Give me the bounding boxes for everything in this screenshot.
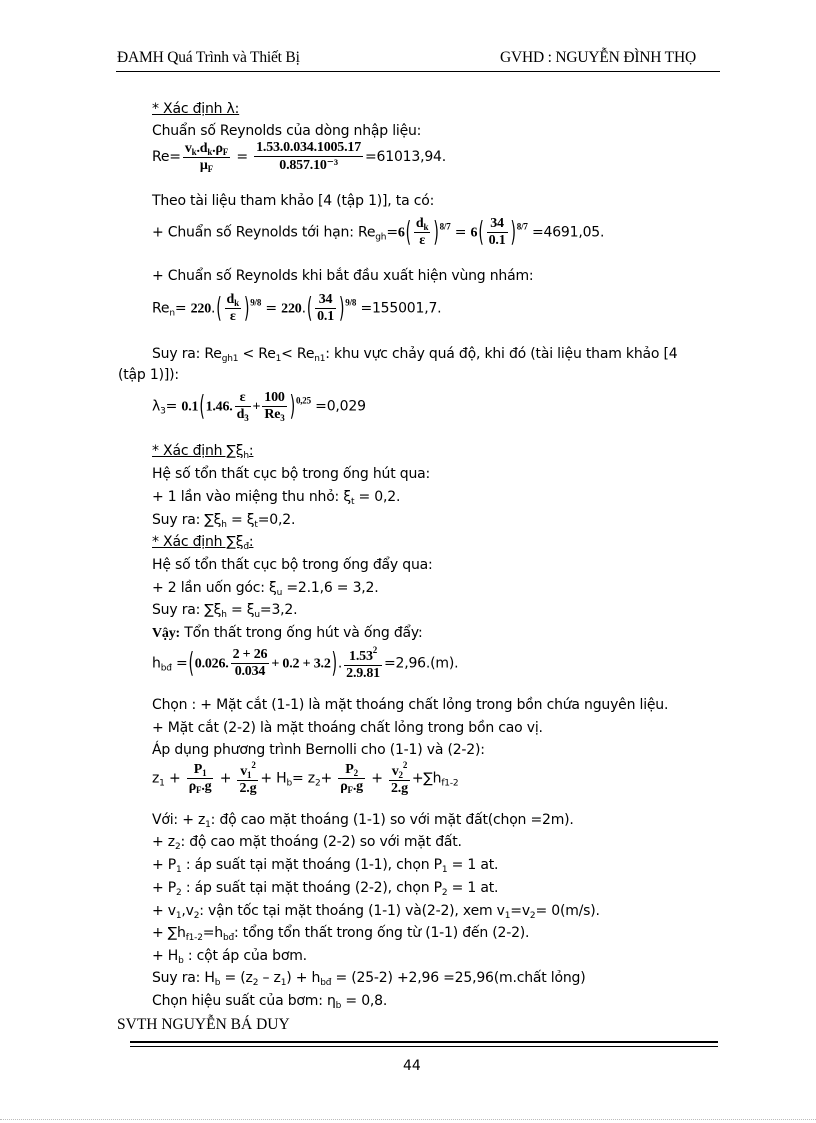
voi-6: + $\sum h_{f1-2}=h_{bđ}$: tổng tổn thất trong ống từ (1-1) đến (2-2). <box>152 925 530 943</box>
voi-5: + $v_1,v_2$: vận tốc tại mặt thoáng (1-1) và(2-2), xem $v_1=v_2= 0(m/s)$. <box>152 903 600 921</box>
chon-1: Chọn : + Mặt cắt (1-1) là mặt thoáng chất lỏng trong bồn chứa nguyên liệu. <box>152 697 669 713</box>
header-course: ĐAMH Quá Trình và Thiết Bị <box>117 49 300 66</box>
suy-ra-1-cont: (tập 1)]): <box>118 367 179 383</box>
xi-h-item: + 1 lần vào miệng thu nhỏ: $\xi_t = 0,2$. <box>152 489 401 507</box>
lambda-lhs: λ <box>152 398 161 415</box>
page-number: 44 <box>403 1058 421 1074</box>
footer-rule-thick <box>130 1041 718 1043</box>
voi-1: Với: + $z_1$: độ cao mặt thoáng (1-1) so với mặt đất(chọn =2m). <box>152 812 574 830</box>
voi-3: + $P_1$ : áp suất tại mặt thoáng (1-1), chọn $P_1 = 1$ at. <box>152 857 499 875</box>
xi-h-sum: Suy ra: $\sum\xi_h = \xi_t=0,2$. <box>152 512 296 530</box>
equation-re-gh: + Chuẩn số Reynolds tới hạn: $Re_{gh}=6$( $\frac{d_k}{\varepsilon}$ )$^{8/7}$ = 6( $\frac{34}{0.1}$ )$^{8/7}$ =4691,05. <box>152 216 605 249</box>
re-gh-label: + Chuẩn số Reynolds tới hạn: Re <box>152 224 376 241</box>
re-n-intro: + Chuẩn số Reynolds khi bắt đầu xuất hiện vùng nhám: <box>152 268 534 284</box>
xi-d-intro: Hệ số tổn thất cục bộ trong ống đẩy qua: <box>152 557 433 573</box>
equation-re-n: $Re_n= 220$.( $\frac{d_k}{\varepsilon}$ )$^{9/8}$ = 220.( $\frac{34}{0.1}$ )$^{9/8}$ =155001,7. <box>152 292 442 325</box>
re-numeric-fraction <box>254 140 363 174</box>
reynolds-intro: Chuẩn số Reynolds của dòng nhập liệu: <box>152 123 422 139</box>
suy-ra-1-rest: : khu vực chảy quá độ, khi đó (tài liệu tham khảo [4 <box>325 346 678 362</box>
header-rule <box>116 71 720 72</box>
voi-4: + $P_2$ : áp suất tại mặt thoáng (2-2), chọn $P_2 = 1$ at. <box>152 880 499 898</box>
xi-d-item: + 2 lần uốn góc: $\xi_u =2.1,6 = 3,2$. <box>152 580 379 598</box>
footer-rule-thin <box>130 1046 718 1047</box>
lambda-result: =0,029 <box>315 398 366 415</box>
suy-ra-1-text: Suy ra: Re <box>152 346 222 362</box>
equation-lambda: $\lambda_3= 0.1(1.46$. $\frac{\varepsilon}{d_3}$ + $\frac{100}{Re_3}$ )$^{0,25}$ =0,029 <box>152 390 366 423</box>
hb-line: Suy ra: $H_b = (z_2 - z_1) + h_{bđ} = (25-2) +2,96$ =25,96(m.chất lỏng) <box>152 970 586 988</box>
footer-student: SVTH NGUYỄN BÁ DUY <box>117 1016 290 1033</box>
equation-bernoulli: $z_1$ + $\frac{P_1}{\rho_F.g}$ + $\frac{v_1^2}{2.g}$ + $H_b= z_2+$ $\frac{P_2}{\rho_F.g}$ + $\frac{v_2^2}{2.g}$ $+\sum h_{f1-2}$ <box>152 760 459 796</box>
re-n-subscript: n <box>169 308 175 319</box>
equation-hbd: $h_{bđ} =(0.026$. $\frac{2 + 26}{0.034}$ + 0.2 + 3.2). $\frac{1.53^2}{2.9.81}$ =2,96.(m). <box>152 645 459 681</box>
re-gh-subscript: gh <box>375 232 387 243</box>
voi-7: + $H_b$ : cột áp của bơm. <box>152 948 307 966</box>
heading-xi-h: * Xác định $\sum\xi_h$: <box>152 443 254 461</box>
hbd-result: =2,96.(m). <box>383 655 459 672</box>
re-gh-result: =4691,05. <box>531 224 605 241</box>
equation-re: Re= $\frac{v_k.d_k.\rho_F}{\mu_F}$ = $\frac{1.53.0.034.1005.17}{\text{0.857.10⁻³}}$ =61013,94. <box>152 140 446 174</box>
re-n-lhs: Re <box>152 300 170 317</box>
header-supervisor: GVHD : NGUYỄN ĐÌNH THỌ <box>500 49 696 66</box>
reference-line: Theo tài liệu tham khảo [4 (tập 1)], ta có: <box>152 193 435 209</box>
re-denominator: 0.857.10⁻³ <box>279 158 338 173</box>
re-n-result: =155001,7. <box>360 300 442 317</box>
eta-line: Chọn hiệu suất của bơm: $\eta_b = 0,8$. <box>152 993 388 1011</box>
heading-xi-d: * Xác định $\sum\xi_đ$: <box>152 534 254 552</box>
xi-d-sum: Suy ra: $\sum\xi_h = \xi_u=3,2$. <box>152 602 298 620</box>
vay-line: Vậy: Tổn thất trong ống hút và ống đẩy: <box>152 625 423 641</box>
re-def-fraction: $\frac{v_k.d_k.\rho_F}{\mu_F}$ <box>184 140 229 174</box>
page-edge-dots <box>0 1119 816 1120</box>
bernolli-intro: Áp dụng phương trình Bernolli cho (1-1) và (2-2): <box>152 742 485 758</box>
xi-h-intro: Hệ số tổn thất cục bộ trong ống hút qua: <box>152 466 431 482</box>
re-lhs: Re= <box>152 149 181 165</box>
chon-2: + Mặt cắt (2-2) là mặt thoáng chất lỏng trong bồn cao vị. <box>152 720 543 736</box>
voi-2: + $z_2$: độ cao mặt thoáng (2-2) so với mặt đất. <box>152 834 462 852</box>
heading-lambda: * Xác định λ: <box>152 101 240 117</box>
re-result: =61013,94. <box>365 149 446 165</box>
suy-ra-1: Suy ra: $Re_{gh1} < Re_1< Re_{n1}$: khu vực chảy quá độ, khi đó (tài liệu tham khảo [4 <box>152 346 678 364</box>
re-numerator: 1.53.0.034.1005.17 <box>256 140 362 155</box>
